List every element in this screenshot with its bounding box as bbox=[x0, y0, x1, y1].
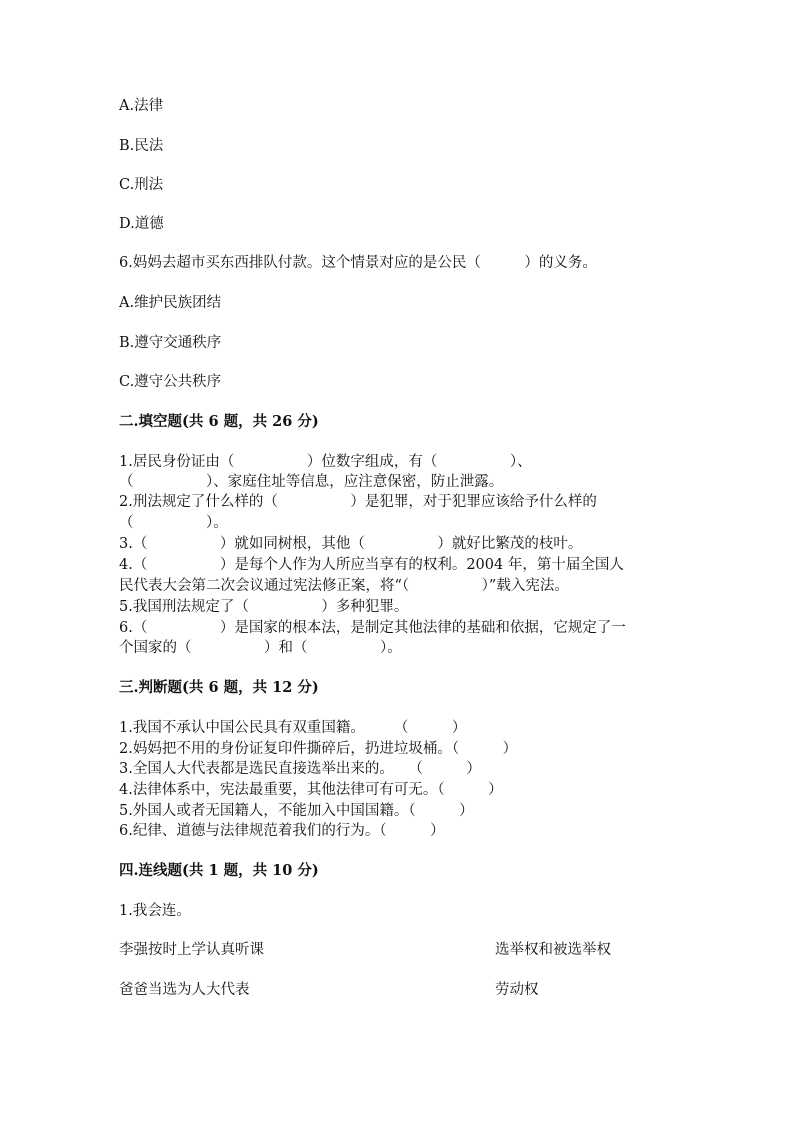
fill-blank-line: 1.居民身份证由（ ）位数字组成，有（ ）、 bbox=[119, 454, 532, 470]
judgment-line: 1.我国不承认中国公民具有双重国籍。 （ ） bbox=[119, 720, 467, 736]
fill-blank-line: （ ）、家庭住址等信息，应注意保密，防止泄露。 bbox=[119, 474, 504, 490]
judgment-line: 5.外国人或者无国籍人，不能加入中国国籍。（ ） bbox=[119, 803, 474, 819]
option-q5-b: B.民法 bbox=[119, 138, 164, 154]
judgment-line: 6.纪律、道德与法律规范着我们的行为。（ ） bbox=[119, 823, 445, 839]
fill-blank-line: 3.（ ）就如同树根，其他（ ）就好比繁茂的枝叶。 bbox=[119, 536, 583, 552]
fill-blank-line: 个国家的（ ）和（ ）。 bbox=[119, 640, 402, 656]
option-q6-b: B.遵守交通秩序 bbox=[119, 335, 222, 351]
matching-left-item: 李强按时上学认真听课 bbox=[119, 942, 264, 958]
section-heading-fill-blank: 二.填空题(共 6 题，共 26 分) bbox=[119, 413, 319, 430]
fill-blank-line: 民代表大会第二次会议通过宪法修正案，将“（ ）”载入宪法。 bbox=[119, 578, 569, 594]
fill-blank-line: 2.刑法规定了什么样的（ ）是犯罪，对于犯罪应该给予什么样的 bbox=[119, 494, 597, 510]
section-heading-matching: 四.连线题(共 1 题，共 10 分) bbox=[119, 862, 319, 879]
option-q5-a: A.法律 bbox=[119, 98, 164, 114]
matching-right-item: 劳动权 bbox=[495, 982, 539, 998]
fill-blank-line: （ ）。 bbox=[119, 515, 228, 531]
option-q6-a: A.维护民族团结 bbox=[119, 295, 222, 311]
question-6: 6.妈妈去超市买东西排队付款。这个情景对应的是公民（ ）的义务。 bbox=[119, 255, 597, 271]
fill-blank-line: 4.（ ）是每个人作为人所应当享有的权利。2004 年，第十届全国人 bbox=[119, 557, 624, 573]
section-heading-judgment: 三.判断题(共 6 题，共 12 分) bbox=[119, 679, 319, 696]
option-q6-c: C.遵守公共秩序 bbox=[119, 374, 222, 390]
matching-question: 1.我会连。 bbox=[119, 903, 191, 919]
judgment-line: 4.法律体系中，宪法最重要，其他法律可有可无。（ ） bbox=[119, 782, 503, 798]
matching-right-item: 选举权和被选举权 bbox=[495, 942, 611, 958]
judgment-line: 3.全国人大代表都是选民直接选举出来的。 （ ） bbox=[119, 761, 481, 777]
option-q5-c: C.刑法 bbox=[119, 177, 164, 193]
option-q5-d: D.道德 bbox=[119, 216, 164, 232]
matching-left-item: 爸爸当选为人大代表 bbox=[119, 982, 250, 998]
judgment-line: 2.妈妈把不用的身份证复印件撕碎后，扔进垃圾桶。（ ） bbox=[119, 741, 518, 757]
fill-blank-line: 6.（ ）是国家的根本法，是制定其他法律的基础和依据，它规定了一 bbox=[119, 620, 626, 636]
fill-blank-line: 5.我国刑法规定了（ ）多种犯罪。 bbox=[119, 599, 409, 615]
